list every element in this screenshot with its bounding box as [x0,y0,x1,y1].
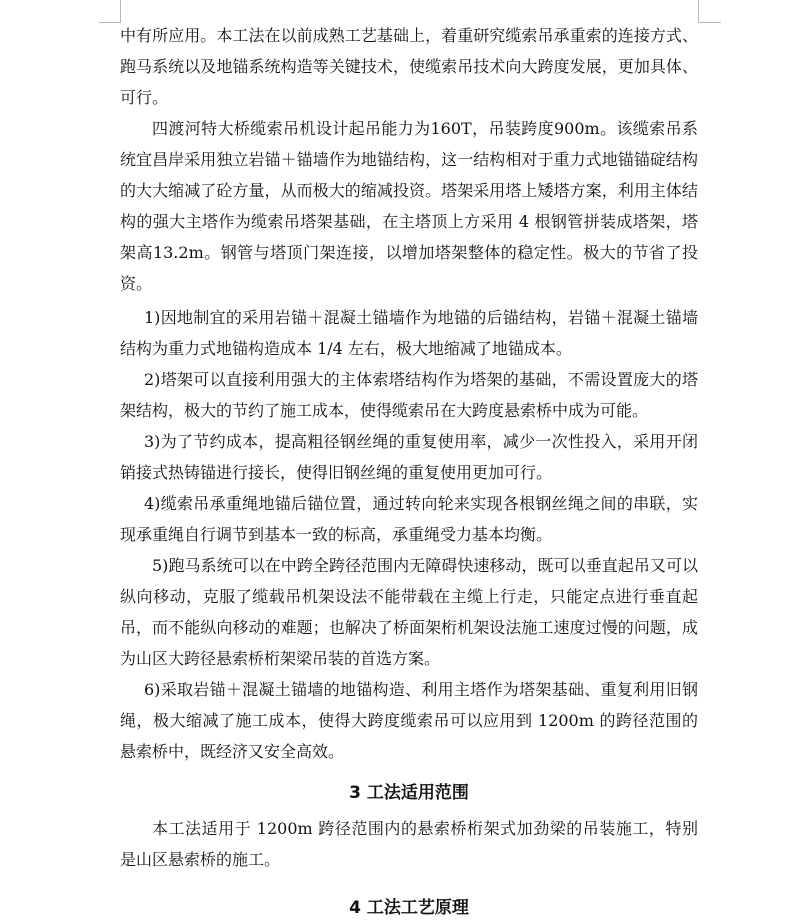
list-item-4: 4)缆索吊承重绳地锚后锚位置，通过转向轮来实现各根钢丝绳之间的串联，实现承重绳自行调节到基本一致的标高，承重绳受力基本均衡。 [120,494,698,544]
page-corner-mark-left [99,0,121,23]
page-corner-mark-right [698,0,721,23]
list-item-2: 2)塔架可以直接利用强大的主体索塔结构作为塔架的基础，不需设置庞大的塔架结构，极大的节约了施工成本，使得缆索吊在大跨度悬索桥中成为可能。 [120,370,698,420]
list-item-1: 1)因地制宜的采用岩锚＋混凝土锚墙作为地锚的后锚结构，岩锚＋混凝土锚墙结构为重力式地锚构造成本 1/4 左右，极大地缩减了地锚成本。 [120,308,698,358]
paragraph-scope: 本工法适用于 1200m 跨径范围内的悬索桥桁架式加劲梁的吊装施工，特别是山区悬索桥的施工。 [120,819,698,869]
list-item-5: 5)跑马系统可以在中跨全跨径范围内无障碍快速移动，既可以垂直起吊又可以纵向移动，克服了缆载吊机架设法不能带载在主缆上行走，只能定点进行垂直起吊，而不能纵向移动的难题；也解决了桥面架桁机架设法施工速度过慢的问题，成为山区大跨径悬索桥桁架梁吊装的首选方案。 [120,556,698,668]
paragraph-intro-end: 中有所应用。本工法在以前成熟工艺基础上，着重研究缆索吊承重索的连接方式、跑马系统以及地锚系统构造等关键技术，使缆索吊技术向大跨度发展，更加具体、可行。 [120,26,698,107]
document-page [120,20,698,924]
section-heading-principle: 4 工法工艺原理 [349,898,469,918]
list-item-6: 6)采取岩锚＋混凝土锚墙的地锚构造、利用主塔作为塔架基础、重复利用旧钢绳，极大缩减了施工成本，使得大跨度缆索吊可以应用到 1200m 的跨径范围的悬索桥中，既经济又安全高效。 [120,680,698,761]
section-heading-scope: 3 工法适用范围 [349,783,469,803]
list-item-3: 3)为了节约成本，提高粗径钢丝绳的重复使用率，减少一次性投入，采用开闭销接式热铸锚进行接长，使得旧钢丝绳的重复使用更加可行。 [120,432,698,482]
paragraph-project-description: 四渡河特大桥缆索吊机设计起吊能力为160T，吊装跨度900m。该缆索吊系统宜昌岸采用独立岩锚＋锚墙作为地锚结构，这一结构相对于重力式地锚锚碇结构的大大缩减了砼方量，从而极大的缩减投资。塔架采用塔上矮塔方案，利用主体结构的强大主塔作为缆索吊塔架基础，在主塔顶上方采用 4 根钢管拼装成塔架，塔架高13.2m。钢管与塔顶门架连接，以增加塔架整体的稳定性。极大的节省了投资。 [120,119,698,293]
